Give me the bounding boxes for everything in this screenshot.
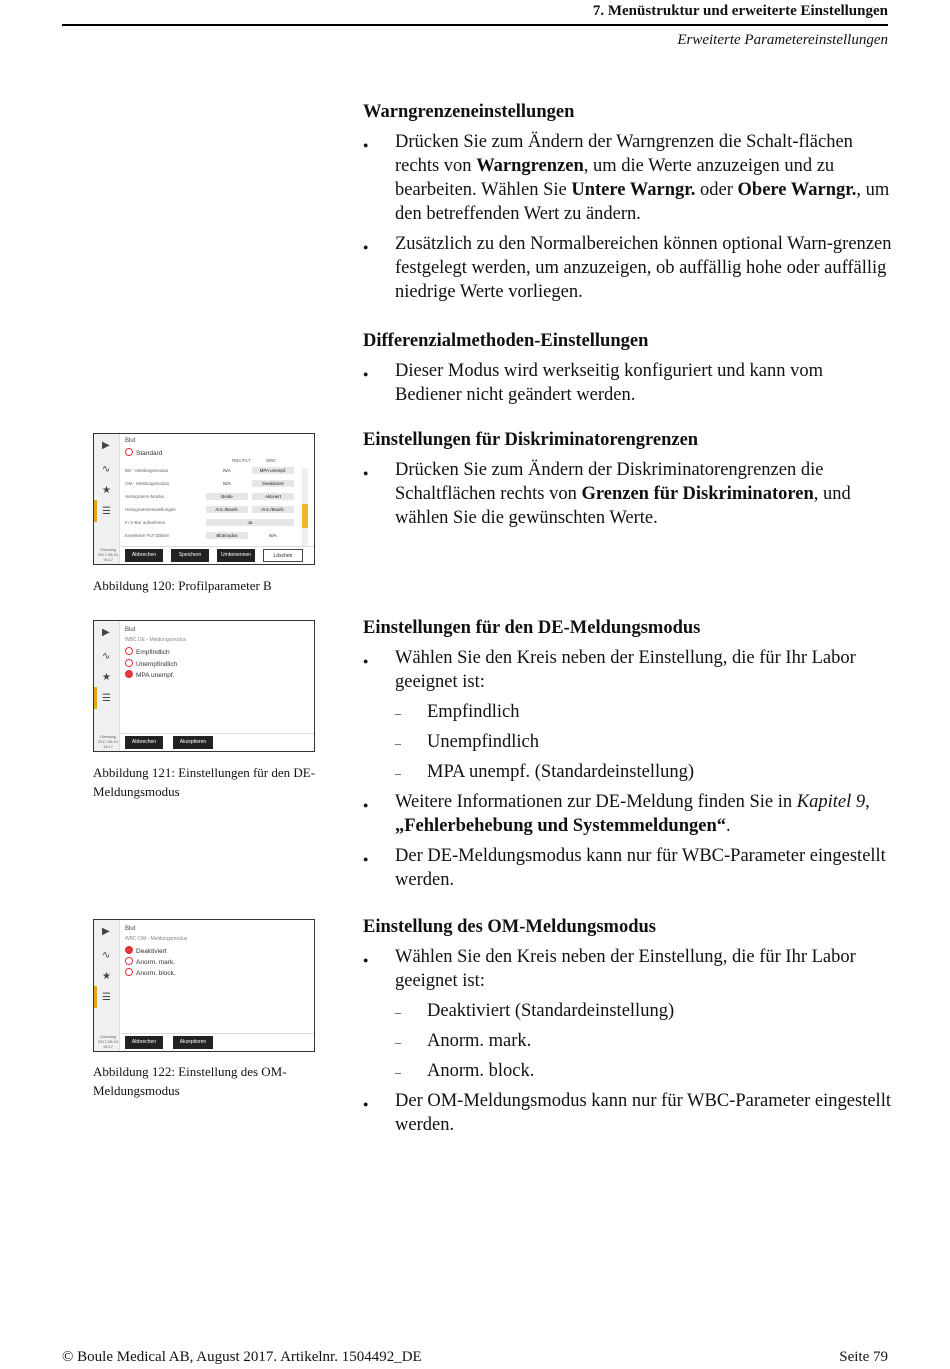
section-diskriminator bbox=[363, 428, 893, 536]
figure-121-screenshot bbox=[93, 620, 315, 752]
star-icon: ★ bbox=[102, 672, 111, 683]
row-value-button[interactable]: Ja bbox=[206, 519, 294, 526]
row-label: DE - Meldungsmodus bbox=[125, 468, 169, 473]
delete-button[interactable]: Löschen bbox=[263, 549, 303, 562]
accept-button[interactable]: Akzeptieren bbox=[173, 736, 213, 749]
device-sidebar bbox=[94, 434, 120, 564]
row-value-button[interactable]: Deaktiviert bbox=[252, 480, 294, 487]
menu-icon: ☰ bbox=[102, 693, 111, 704]
bullet-de-3: ● Der DE-Meldungsmodus kann nur für WBC-Parameter eingestellt werden. bbox=[363, 844, 893, 892]
row-label: Histogramm-Modus bbox=[125, 494, 165, 499]
button-bar bbox=[121, 733, 314, 751]
bullet-disk-1: ● Drücken Sie zum Ändern der Diskriminatorengrenzen die Schaltflächen rechts von Grenzen für Diskriminatoren, und wählen Sie die gewünschten Werte. bbox=[363, 458, 893, 530]
setting-subtitle: WBC DE - Meldungsmodus bbox=[125, 637, 187, 643]
bullet-de-2: ● Weitere Informationen zur DE-Meldung finden Sie in Kapitel 9, „Fehlerbehebung und Systemmeldungen“. bbox=[363, 790, 893, 838]
play-icon: ▶ bbox=[102, 440, 110, 451]
radio-deaktiviert[interactable]: Deaktiviert bbox=[125, 946, 167, 955]
option-de-3: – MPA unempf. (Standardeinstellung) bbox=[363, 760, 893, 784]
row-value-button[interactable]: Aktiviert bbox=[252, 493, 294, 500]
section-om-meldungsmodus bbox=[363, 915, 893, 1143]
rename-button[interactable]: Umbenennen bbox=[217, 549, 255, 562]
device-date: Dienstag 2017-08-01 15:17 bbox=[97, 1034, 119, 1049]
device-date: Dienstag 2017-08-01 15:17 bbox=[97, 734, 119, 749]
option-om-2: – Anorm. mark. bbox=[363, 1029, 893, 1053]
figure-122-caption: Abbildung 122: Einstellung des OM-Meldungsmodus bbox=[93, 1064, 287, 1098]
row-value-button[interactable]: Beide bbox=[206, 493, 248, 500]
heading-de: Einstellungen für den DE-Meldungsmodus bbox=[363, 618, 701, 638]
star-icon: ★ bbox=[102, 485, 111, 496]
profile-title: Blut bbox=[125, 926, 136, 932]
section-differenzial bbox=[363, 329, 893, 413]
footer-copyright: © Boule Medical AB, August 2017. Artikelnr. 1504492_DE bbox=[62, 1349, 422, 1365]
col-header-wbc: WBC bbox=[266, 458, 277, 463]
section-subtitle: Erweiterte Parametereinstellungen bbox=[677, 32, 888, 48]
option-de-1: – Empfindlich bbox=[363, 700, 893, 724]
scrollbar[interactable] bbox=[302, 468, 308, 548]
star-icon: ★ bbox=[102, 971, 111, 982]
col-header-rbc: RBC/PLT bbox=[232, 458, 251, 463]
cancel-button[interactable]: Abbrechen bbox=[125, 1036, 163, 1049]
play-icon: ▶ bbox=[102, 926, 110, 937]
play-icon: ▶ bbox=[102, 627, 110, 638]
menu-icon: ☰ bbox=[102, 992, 111, 1003]
page-number: Seite 79 bbox=[839, 1349, 888, 1365]
chart-icon: ∿ bbox=[102, 950, 111, 961]
heading-warngrenzen: Warngrenzeneinstellungen bbox=[363, 102, 575, 122]
chapter-title: 7. Menüstruktur und erweiterte Einstellungen bbox=[592, 3, 888, 19]
chart-icon: ∿ bbox=[102, 651, 111, 662]
selected-indicator bbox=[94, 687, 97, 709]
row-value: N/A bbox=[223, 481, 231, 486]
accept-button[interactable]: Akzeptieren bbox=[173, 1036, 213, 1049]
bullet-de-1: ● Wählen Sie den Kreis neben der Einstellung, die für Ihr Labor geeignet ist: bbox=[363, 646, 893, 694]
option-om-3: – Anorm. block. bbox=[363, 1059, 893, 1083]
section-de-meldungsmodus bbox=[363, 616, 893, 898]
bullet-om-1: ● Wählen Sie den Kreis neben der Einstellung, die für Ihr Labor geeignet ist: bbox=[363, 945, 893, 993]
row-value-button[interactable]: Blutmodus bbox=[206, 532, 248, 539]
bullet-warn-1: ● Drücken Sie zum Ändern der Warngrenzen die Schalt-flächen rechts von Warngrenzen, um die Werte anzuzeigen und zu bearbeiten. Wählen Sie Untere Warngr. oder Obere Warngr., um den betreffenden Wert zu ändern. bbox=[363, 130, 893, 226]
row-value-button[interactable]: MPA unempf. bbox=[252, 467, 294, 474]
radio-anorm-block[interactable]: Anorm. block. bbox=[125, 968, 176, 977]
chart-icon: ∿ bbox=[102, 464, 111, 475]
row-label: Erweiterte PLT-Zählen bbox=[125, 533, 170, 538]
row-label: In X-Bar aufnehmen bbox=[125, 520, 166, 525]
figure-122-screenshot bbox=[93, 919, 315, 1052]
setting-subtitle: WBC OM - Meldungsmodus bbox=[125, 936, 188, 942]
profile-title: Blut bbox=[125, 627, 136, 633]
figure-120-screenshot bbox=[93, 433, 315, 565]
option-de-2: – Unempfindlich bbox=[363, 730, 893, 754]
device-sidebar bbox=[94, 920, 120, 1051]
cancel-button[interactable]: Abbrechen bbox=[125, 549, 163, 562]
button-bar bbox=[121, 1033, 314, 1051]
selected-indicator bbox=[94, 500, 97, 522]
row-value: N/A bbox=[223, 468, 231, 473]
row-label: Histogrammeinstellungen bbox=[125, 507, 176, 512]
cancel-button[interactable]: Abbrechen bbox=[125, 736, 163, 749]
radio-standard[interactable]: Standard bbox=[125, 448, 162, 457]
heading-differenzial: Differenzialmethoden-Einstellungen bbox=[363, 331, 649, 351]
device-sidebar bbox=[94, 621, 120, 751]
figure-121-caption: Abbildung 121: Einstellungen für den DE-Meldungsmodus bbox=[93, 765, 316, 799]
profile-title: Blut bbox=[125, 438, 136, 444]
bullet-diff-1: ● Dieser Modus wird werkseitig konfiguriert und kann vom Bediener nicht geändert werden. bbox=[363, 359, 893, 407]
option-om-1: – Deaktiviert (Standardeinstellung) bbox=[363, 999, 893, 1023]
save-button[interactable]: Speichern bbox=[171, 549, 209, 562]
radio-mpa-unempf[interactable]: MPA unempf. bbox=[125, 670, 175, 679]
figure-120-caption: Abbildung 120: Profilparameter B bbox=[93, 578, 272, 593]
bullet-warn-2: ● Zusätzlich zu den Normalbereichen können optional Warn-grenzen festgelegt werden, um anzuzeigen, ob auffällig hohe oder auffällig niedrige Werte vorliegen. bbox=[363, 232, 893, 304]
radio-unempfindlich[interactable]: Unempfindlich bbox=[125, 659, 177, 668]
radio-empfindlich[interactable]: Empfindlich bbox=[125, 647, 170, 656]
row-label: OM - Meldungsmodus bbox=[125, 481, 170, 486]
header-rule bbox=[62, 24, 888, 26]
button-bar bbox=[121, 546, 314, 564]
bullet-om-2: ● Der OM-Meldungsmodus kann nur für WBC-Parameter eingestellt werden. bbox=[363, 1089, 893, 1137]
heading-om: Einstellung des OM-Meldungsmodus bbox=[363, 917, 656, 937]
menu-icon: ☰ bbox=[102, 506, 111, 517]
row-value-button[interactable]: Anz./Bearb. bbox=[206, 506, 248, 513]
row-value: N/A bbox=[269, 533, 277, 538]
row-value-button[interactable]: Anz./Bearb. bbox=[252, 506, 294, 513]
device-date: Dienstag 2017-08-01 15:17 bbox=[97, 547, 119, 562]
section-warngrenzen bbox=[363, 100, 893, 310]
selected-indicator bbox=[94, 986, 97, 1008]
heading-diskriminator: Einstellungen für Diskriminatorengrenzen bbox=[363, 430, 699, 450]
radio-anorm-mark[interactable]: Anorm. mark. bbox=[125, 957, 175, 966]
